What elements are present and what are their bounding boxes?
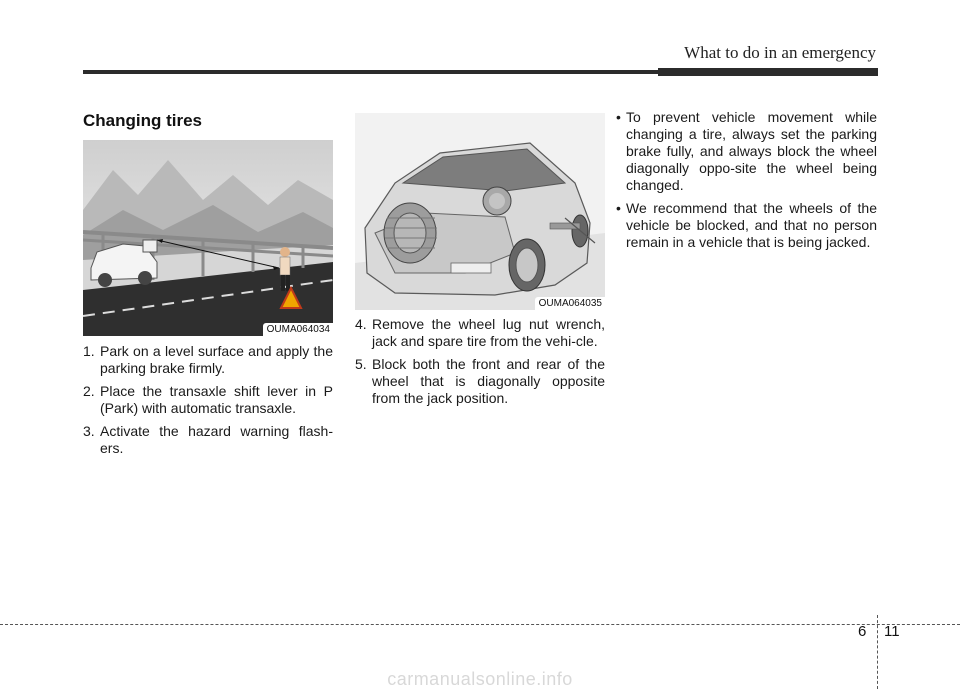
bullet-mark: • [616, 109, 621, 125]
figure-code-label: OUMA064034 [263, 323, 333, 336]
step-number: 5. [355, 356, 367, 372]
figure-code-label: OUMA064035 [535, 297, 605, 310]
page-header-title: What to do in an emergency [684, 43, 876, 62]
step-text: Park on a level surface and apply the parking brake firmly. [100, 343, 333, 376]
figure-roadside-hazard [83, 140, 333, 336]
bullet-text: We recommend that the wheels of the vehicle be blocked, and that no person remain in a vehicle that is being jacked. [626, 200, 877, 250]
list-item [83, 423, 333, 457]
step-number: 3. [83, 423, 95, 439]
steps-list-column-2 [355, 316, 605, 413]
figure-suv-wheels [355, 113, 605, 310]
watermark-text: carmanualsonline.info [387, 669, 573, 689]
roadside-illustration [83, 140, 333, 336]
step-text: Block both the front and rear of the wheel that is diagonally opposite from the jack position. [372, 356, 605, 406]
step-number: 4. [355, 316, 367, 332]
list-item [83, 343, 333, 377]
caution-bullets [612, 109, 877, 257]
section-title: Changing tires [83, 111, 203, 130]
page-number: 11 [884, 623, 900, 640]
step-number: 2. [83, 383, 95, 399]
step-text: Place the transaxle shift lever in P (Park) with automatic transaxle. [100, 383, 333, 416]
bullet-text: To prevent vehicle movement while changing a tire, always set the parking brake fully, and always block the wheel diagonally oppo-site the wheel being changed. [626, 109, 877, 193]
list-item [612, 109, 877, 194]
list-item [355, 316, 605, 350]
step-text: Remove the wheel lug nut wrench, jack and spare tire from the vehi-cle. [372, 316, 605, 349]
chapter-number: 6 [858, 623, 867, 640]
step-number: 1. [83, 343, 95, 359]
footer-rule [0, 624, 960, 625]
header-rule [83, 70, 878, 74]
bullet-mark: • [616, 200, 621, 216]
steps-list-column-1 [83, 343, 333, 463]
suv-illustration [355, 113, 605, 310]
step-text: Activate the hazard warning flash-ers. [100, 423, 333, 456]
list-item [83, 383, 333, 417]
list-item [612, 200, 877, 251]
list-item [355, 356, 605, 407]
